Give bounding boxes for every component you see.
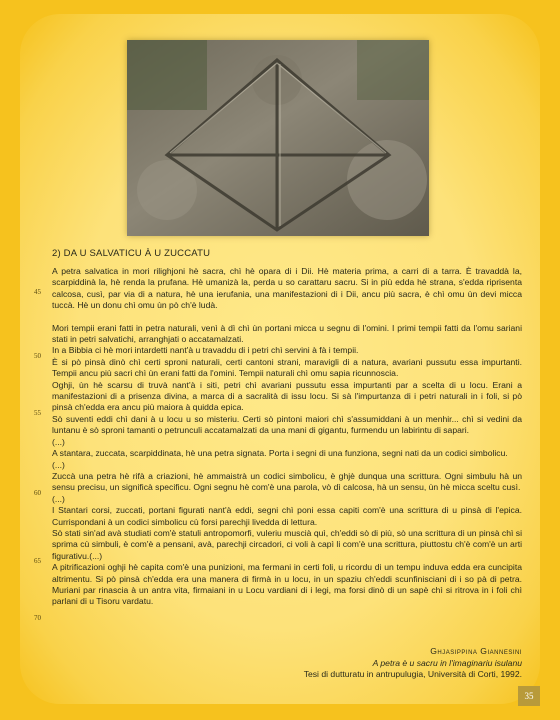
work-title: A petra è u sacru in l'imaginariu isulanu [372,657,522,668]
thesis-info: Tesi di dutturatu in antrupulugia, Università di Corti, 1992. [303,669,522,679]
engraved-stone-image [127,40,429,236]
page-number: 35 [518,686,540,706]
line-number: 65 [34,557,41,565]
citation-block [304,646,522,681]
line-number: 70 [34,614,41,622]
line-number: 60 [34,489,41,497]
engraved-stone-photo [127,40,429,236]
paragraph: Mori tempii erani fatti in petra naturali, venì à dì chì ùn portani micca u segnu di l'omini. I primi tempii fatti da l'omu sariani stati in petri salvatichi, arranghjati o accatamalzati. In a Bibbia ci hè mori intardetti nant'à u travaddu di i petri chì servini à fà i tempii. È si pò pinsà dinò chì certi sproni naturali, certi cantoni strani, maravigli di a natura, avariani pussutu essa impurtanti. Tempii ancu più sacri chì ùn erani fatti da l'omini. Tempii naturali chì omu sapia ricunnoscia. Oghji, ùn hè scarsu di truvà nant'à i siti, petri chì avariani pussutu essa impurtanti par a scelta di u locu. Erani a manifestazioni di a prisenza divina, a marca di a sacralità di issu locu. Si sà l'impurtanza di i petri naturali in i foli, si pò pinsà ch'edda era ancu più maiora à quidda epica. Sò suventi eddi chì dani à u locu u so misteriu. Certi sò pintoni maiori chì s'assumiddani à un menhir... chì si vedini da luntanu è sò sproni tamanti o petrunculi accatamalzati da una mani di gigantu, furmendu un labirintu di sapari. (...) A stantara, zuccata, scarpiddinata, hè una petra signata. Porta i segni di una funziona, segni nati da un codici simbolicu. (...) Zuccà una petra hè rifà a criazioni, hè ammaistrà un codici simbolicu, è ghjè dunqua una scrittura. Ogni simbulu hà un sensu precisu, un significà specificu. Ogni segnu hè com'è una parola, vò dì calcosa, hà un sensu, ùn hè micca sceltu cusì. (...) I Stantari corsi, zuccati, portani figurati nant'à eddi, segni chì poni essa capiti com'è una scrittura di u pinsà di l'epica. Currispondani à un codici simbolicu cù forsi parechji livedda di lettura. Sò stati sin'ad avà studiati com'è statuli antropomorfi, vuleriu muscià quì, ch'eddi sò di più, sò una scrittura di un pinsà chì si sprima cù simbuli, è com'è a pensani, avà, parechji circadori, ci voli à capì li com'è una scrittura, piuttostu ch'è com'è un arti figurativu.(...) A pitrificazioni oghji hè capita com'è una punizioni, ma fermani in certi foli, u ricordu di un tempu induva edda era cuncipita altrimentu. Si pò pinsà ch'edda era una manera di firmà in u locu, in un spaziu ch'eddi scunfinisciani di i so pà di petra. Muriani par rinascia à un antra vita, firmaiani in u Locu vardiani di i legi, ma forsi dinò di un sapè chì si ritrova in i foli chì parlani di u Tisoru vardatu. [52,322,522,607]
line-number: 45 [34,288,41,296]
article-body [52,266,522,608]
line-number: 55 [34,409,41,417]
section-heading: 2) DA U SALVATICU À U ZUCCATU [52,248,211,259]
paragraph: A petra salvatica in mori rilighjoni hè sacra, chì hè opara di i Dii. Hè materia prima, a carri di a tarra. È travaddà la, scarpiddinà la, hè renda la prufana. Hè umanizà la, perda u so carattaru sacru. Si in più edda hè strana, s'edda riprisenta calcosa, cusì, par via di a natura, hè una ierufania, una manifestazioni di i Dii, ancu più sacra, è chì omu ùn devi micca tuccà. Hè un donu chì omu ùn pò ch'è ludà. [52,266,522,311]
author-name: Ghjasippina Giannesini [430,646,522,656]
line-number: 50 [34,352,41,360]
